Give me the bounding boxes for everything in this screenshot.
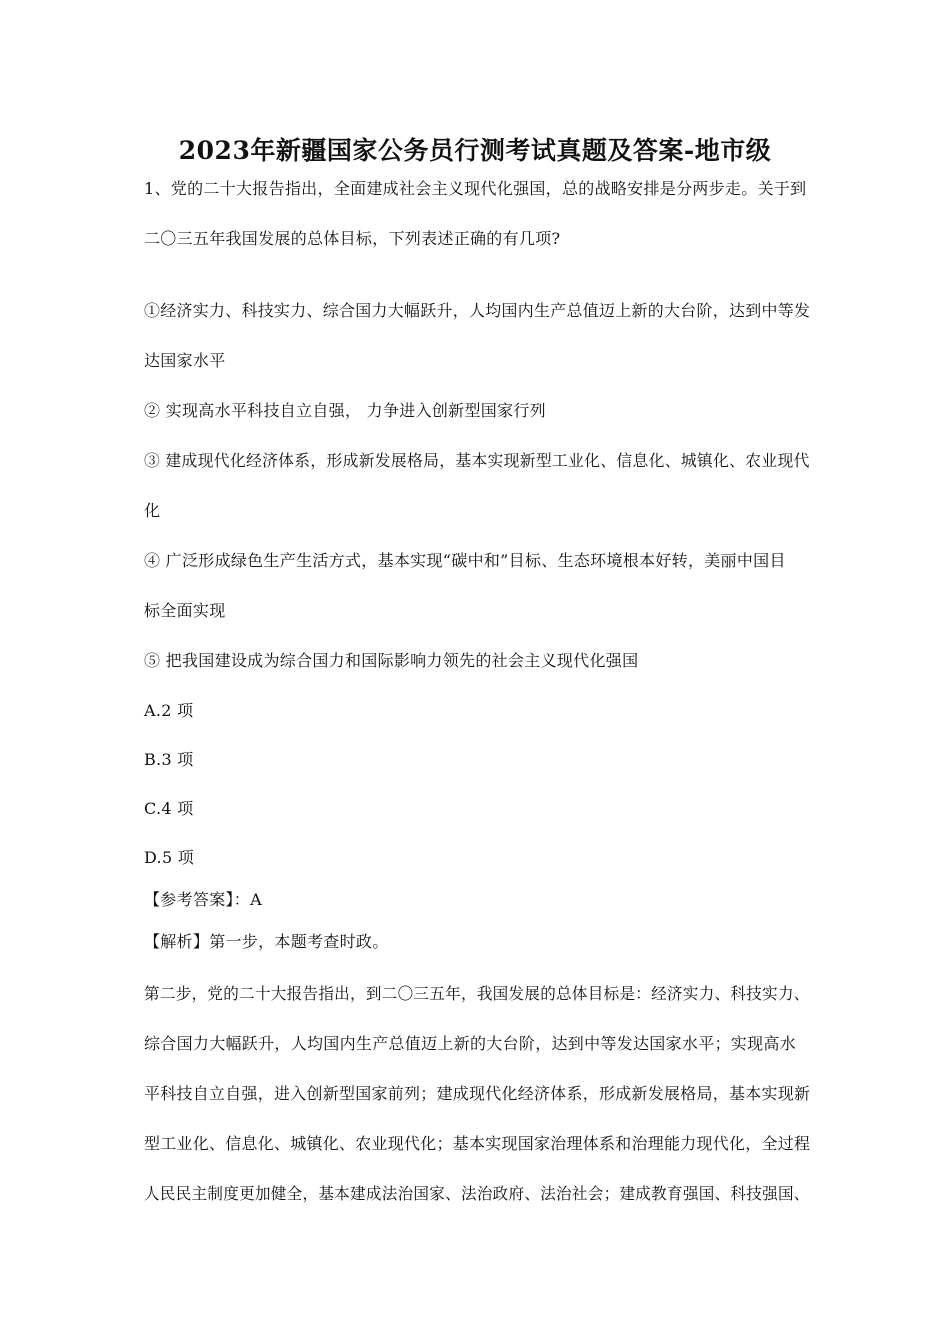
question-stem-line: 1、党的二十大报告指出，全面建成社会主义现代化强国，总的战略安排是分两步走。关于到 bbox=[144, 179, 807, 198]
question-stem-line: 二〇三五年我国发展的总体目标，下列表述正确的有几项? bbox=[144, 229, 561, 248]
statement-5-line: ⑤ 把我国建设成为综合国力和国际影响力领先的社会主义现代化强国 bbox=[144, 651, 639, 670]
analysis-line: 平科技自立自强，进入创新型国家前列；建成现代化经济体系，形成新发展格局，基本实现新 bbox=[144, 1084, 811, 1103]
analysis-line: 第二步，党的二十大报告指出，到二〇三五年，我国发展的总体目标是：经济实力、科技实力、 bbox=[144, 984, 810, 1003]
statement-2-line: ② 实现高水平科技自立自强， 力争进入创新型国家行列 bbox=[144, 401, 546, 420]
analysis-line: 人民民主制度更加健全，基本建成法治国家、法治政府、法治社会；建成教育强国、科技强国、 bbox=[144, 1184, 810, 1203]
option-c: C.4 项 bbox=[144, 799, 194, 818]
statement-4-line: 标全面实现 bbox=[144, 601, 226, 620]
statement-3-line: 化 bbox=[144, 501, 161, 520]
analysis-line: 综合国力大幅跃升，人均国内生产总值迈上新的大台阶，达到中等发达国家水平；实现高水 bbox=[144, 1034, 797, 1053]
option-b: B.3 项 bbox=[144, 750, 194, 769]
option-d: D.5 项 bbox=[144, 848, 195, 867]
analysis-line: 【解析】第一步，本题考查时政。 bbox=[144, 932, 389, 951]
statement-1-line: ①经济实力、科技实力、综合国力大幅跃升，人均国内生产总值迈上新的大台阶，达到中等发 bbox=[144, 301, 811, 320]
document-title: 2023年新疆国家公务员行测考试真题及答案-地市级 bbox=[178, 136, 772, 165]
statement-1-line: 达国家水平 bbox=[144, 351, 226, 370]
reference-answer: 【参考答案】：A bbox=[144, 890, 262, 909]
option-a: A.2 项 bbox=[144, 701, 194, 720]
statement-3-line: ③ 建成现代化经济体系，形成新发展格局，基本实现新型工业化、信息化、城镇化、农业现代 bbox=[144, 451, 810, 470]
statement-4-line: ④ 广泛形成绿色生产生活方式，基本实现“碳中和”目标、生态环境根本好转，美丽中国目 bbox=[144, 551, 786, 570]
analysis-line: 型工业化、信息化、城镇化、农业现代化；基本实现国家治理体系和治理能力现代化，全过程 bbox=[144, 1134, 811, 1153]
